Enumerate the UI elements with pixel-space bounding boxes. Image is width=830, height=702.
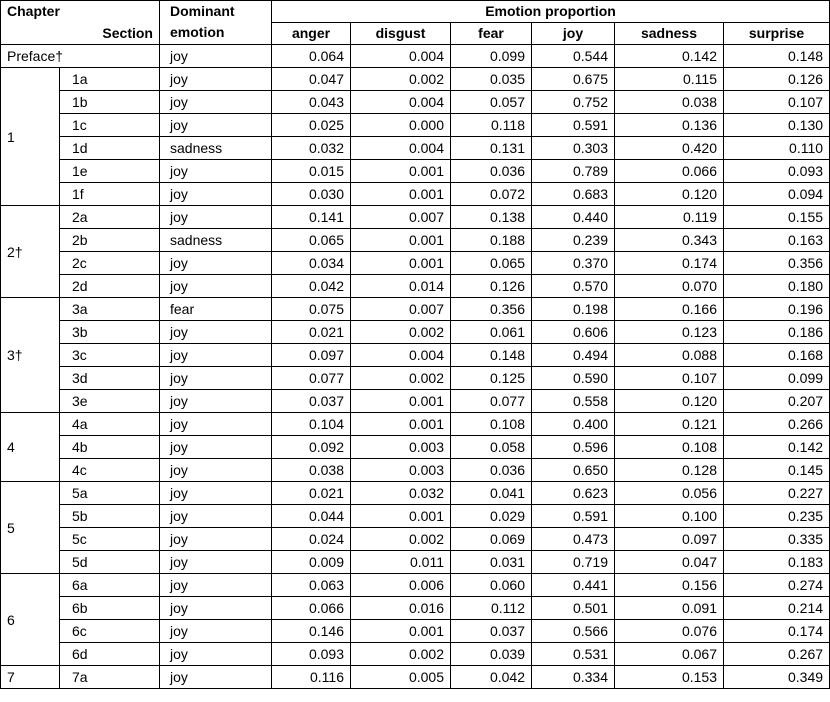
value-anger: 0.021: [272, 482, 351, 505]
dominant-emotion-cell: joy: [160, 275, 272, 298]
value-disgust: 0.001: [351, 160, 451, 183]
chapter-cell: 1: [1, 68, 60, 206]
table-body: [1, 45, 830, 689]
section-cell: 3d: [60, 367, 160, 390]
value-fear: 0.125: [451, 367, 532, 390]
value-anger: 0.075: [272, 298, 351, 321]
value-fear: 0.061: [451, 321, 532, 344]
value-disgust: 0.002: [351, 68, 451, 91]
value-surprise: 0.267: [724, 643, 830, 666]
value-sadness: 0.420: [615, 137, 724, 160]
value-joy: 0.494: [532, 344, 615, 367]
table-row: [1, 298, 830, 321]
value-fear: 0.058: [451, 436, 532, 459]
section-cell: 1f: [60, 183, 160, 206]
section-cell: 5a: [60, 482, 160, 505]
value-sadness: 0.136: [615, 114, 724, 137]
section-cell: 2c: [60, 252, 160, 275]
section-cell: 6b: [60, 597, 160, 620]
value-sadness: 0.142: [615, 45, 724, 68]
value-disgust: 0.002: [351, 528, 451, 551]
value-sadness: 0.066: [615, 160, 724, 183]
value-surprise: 0.094: [724, 183, 830, 206]
value-disgust: 0.001: [351, 183, 451, 206]
table-row: [1, 160, 830, 183]
table-row: [1, 321, 830, 344]
section-cell: 2a: [60, 206, 160, 229]
table-row: [1, 229, 830, 252]
section-cell: 3b: [60, 321, 160, 344]
header-col-fear: fear: [451, 23, 532, 45]
value-surprise: 0.235: [724, 505, 830, 528]
value-surprise: 0.196: [724, 298, 830, 321]
value-disgust: 0.001: [351, 229, 451, 252]
value-sadness: 0.156: [615, 574, 724, 597]
value-disgust: 0.003: [351, 459, 451, 482]
value-surprise: 0.093: [724, 160, 830, 183]
value-sadness: 0.166: [615, 298, 724, 321]
value-sadness: 0.097: [615, 528, 724, 551]
value-sadness: 0.076: [615, 620, 724, 643]
value-disgust: 0.000: [351, 114, 451, 137]
dominant-emotion-cell: joy: [160, 528, 272, 551]
value-anger: 0.097: [272, 344, 351, 367]
value-fear: 0.065: [451, 252, 532, 275]
table-row: [1, 367, 830, 390]
header-dominant-line2: emotion: [170, 24, 225, 40]
value-joy: 0.596: [532, 436, 615, 459]
header-col-anger: anger: [272, 23, 351, 45]
value-anger: 0.066: [272, 597, 351, 620]
value-surprise: 0.207: [724, 390, 830, 413]
section-cell: 2d: [60, 275, 160, 298]
value-anger: 0.037: [272, 390, 351, 413]
value-disgust: 0.001: [351, 620, 451, 643]
value-joy: 0.198: [532, 298, 615, 321]
value-joy: 0.683: [532, 183, 615, 206]
table-row: [1, 459, 830, 482]
value-anger: 0.015: [272, 160, 351, 183]
value-sadness: 0.174: [615, 252, 724, 275]
value-joy: 0.440: [532, 206, 615, 229]
value-fear: 0.356: [451, 298, 532, 321]
value-disgust: 0.005: [351, 666, 451, 689]
dominant-emotion-cell: joy: [160, 505, 272, 528]
value-disgust: 0.001: [351, 390, 451, 413]
header-row-2: [1, 23, 830, 45]
value-sadness: 0.108: [615, 436, 724, 459]
dominant-emotion-cell: joy: [160, 459, 272, 482]
header-col-disgust: disgust: [351, 23, 451, 45]
table-row: [1, 482, 830, 505]
table-row: [1, 183, 830, 206]
value-joy: 0.400: [532, 413, 615, 436]
value-surprise: 0.126: [724, 68, 830, 91]
section-cell: 6a: [60, 574, 160, 597]
section-cell: 1b: [60, 91, 160, 114]
table-row: [1, 206, 830, 229]
dominant-emotion-cell: joy: [160, 206, 272, 229]
value-fear: 0.031: [451, 551, 532, 574]
header-dominant-emotion: [160, 1, 272, 45]
value-sadness: 0.091: [615, 597, 724, 620]
chapter-cell: 7: [1, 666, 60, 689]
value-surprise: 0.180: [724, 275, 830, 298]
dominant-emotion-cell: joy: [160, 551, 272, 574]
section-cell: 5d: [60, 551, 160, 574]
value-disgust: 0.014: [351, 275, 451, 298]
header-col-sadness: sadness: [615, 23, 724, 45]
value-sadness: 0.128: [615, 459, 724, 482]
value-anger: 0.034: [272, 252, 351, 275]
value-joy: 0.558: [532, 390, 615, 413]
section-cell: 4a: [60, 413, 160, 436]
section-cell: 5b: [60, 505, 160, 528]
table-row: [1, 344, 830, 367]
value-sadness: 0.100: [615, 505, 724, 528]
value-surprise: 0.183: [724, 551, 830, 574]
table-row: [1, 597, 830, 620]
value-joy: 0.719: [532, 551, 615, 574]
dominant-emotion-cell: joy: [160, 68, 272, 91]
table-row: [1, 275, 830, 298]
header-col-surprise: surprise: [724, 23, 830, 45]
value-joy: 0.441: [532, 574, 615, 597]
value-anger: 0.093: [272, 643, 351, 666]
value-sadness: 0.120: [615, 390, 724, 413]
value-surprise: 0.356: [724, 252, 830, 275]
value-surprise: 0.335: [724, 528, 830, 551]
value-anger: 0.030: [272, 183, 351, 206]
dominant-emotion-cell: joy: [160, 45, 272, 68]
value-joy: 0.370: [532, 252, 615, 275]
section-cell: 4c: [60, 459, 160, 482]
value-sadness: 0.123: [615, 321, 724, 344]
value-disgust: 0.007: [351, 298, 451, 321]
table-header: [1, 1, 830, 45]
value-fear: 0.099: [451, 45, 532, 68]
section-cell: 7a: [60, 666, 160, 689]
value-disgust: 0.002: [351, 321, 451, 344]
value-fear: 0.039: [451, 643, 532, 666]
value-fear: 0.138: [451, 206, 532, 229]
value-surprise: 0.163: [724, 229, 830, 252]
chapter-cell: 4: [1, 413, 60, 482]
preface-label: Preface†: [1, 45, 160, 68]
value-fear: 0.112: [451, 597, 532, 620]
value-surprise: 0.266: [724, 413, 830, 436]
dominant-emotion-cell: joy: [160, 114, 272, 137]
dominant-emotion-cell: joy: [160, 643, 272, 666]
value-fear: 0.072: [451, 183, 532, 206]
value-disgust: 0.011: [351, 551, 451, 574]
value-fear: 0.126: [451, 275, 532, 298]
value-joy: 0.675: [532, 68, 615, 91]
value-sadness: 0.343: [615, 229, 724, 252]
value-anger: 0.104: [272, 413, 351, 436]
value-fear: 0.042: [451, 666, 532, 689]
value-anger: 0.092: [272, 436, 351, 459]
value-joy: 0.566: [532, 620, 615, 643]
dominant-emotion-cell: joy: [160, 482, 272, 505]
dominant-emotion-cell: joy: [160, 252, 272, 275]
table-row: [1, 574, 830, 597]
value-anger: 0.038: [272, 459, 351, 482]
section-cell: 3c: [60, 344, 160, 367]
value-anger: 0.032: [272, 137, 351, 160]
table-row: [1, 114, 830, 137]
table-row: [1, 252, 830, 275]
section-cell: 2b: [60, 229, 160, 252]
value-sadness: 0.153: [615, 666, 724, 689]
header-section: Section: [1, 23, 160, 45]
section-cell: 3a: [60, 298, 160, 321]
value-sadness: 0.070: [615, 275, 724, 298]
value-sadness: 0.038: [615, 91, 724, 114]
dominant-emotion-cell: sadness: [160, 137, 272, 160]
chapter-cell: 2†: [1, 206, 60, 298]
value-joy: 0.606: [532, 321, 615, 344]
table-row: [1, 68, 830, 91]
value-sadness: 0.119: [615, 206, 724, 229]
value-fear: 0.035: [451, 68, 532, 91]
table-row: [1, 528, 830, 551]
value-anger: 0.042: [272, 275, 351, 298]
value-disgust: 0.002: [351, 643, 451, 666]
value-sadness: 0.056: [615, 482, 724, 505]
header-chapter: Chapter: [1, 1, 160, 23]
table-row: [1, 505, 830, 528]
value-anger: 0.047: [272, 68, 351, 91]
section-cell: 4b: [60, 436, 160, 459]
value-joy: 0.752: [532, 91, 615, 114]
value-surprise: 0.142: [724, 436, 830, 459]
value-fear: 0.057: [451, 91, 532, 114]
value-anger: 0.146: [272, 620, 351, 643]
value-joy: 0.591: [532, 114, 615, 137]
header-col-joy: joy: [532, 23, 615, 45]
value-disgust: 0.001: [351, 252, 451, 275]
value-fear: 0.108: [451, 413, 532, 436]
value-anger: 0.025: [272, 114, 351, 137]
value-surprise: 0.099: [724, 367, 830, 390]
header-emotion-proportion: Emotion proportion: [272, 1, 830, 23]
value-sadness: 0.088: [615, 344, 724, 367]
value-anger: 0.141: [272, 206, 351, 229]
dominant-emotion-cell: joy: [160, 666, 272, 689]
chapter-cell: 6: [1, 574, 60, 666]
value-anger: 0.077: [272, 367, 351, 390]
value-sadness: 0.121: [615, 413, 724, 436]
value-anger: 0.044: [272, 505, 351, 528]
dominant-emotion-cell: joy: [160, 321, 272, 344]
value-disgust: 0.001: [351, 505, 451, 528]
value-joy: 0.239: [532, 229, 615, 252]
value-joy: 0.591: [532, 505, 615, 528]
table-row: [1, 620, 830, 643]
table-row: [1, 643, 830, 666]
header-dominant-line1: Dominant: [170, 3, 235, 19]
chapter-cell: 5: [1, 482, 60, 574]
value-joy: 0.623: [532, 482, 615, 505]
value-joy: 0.531: [532, 643, 615, 666]
dominant-emotion-cell: joy: [160, 574, 272, 597]
section-cell: 5c: [60, 528, 160, 551]
dominant-emotion-cell: joy: [160, 413, 272, 436]
table-row: [1, 91, 830, 114]
value-surprise: 0.148: [724, 45, 830, 68]
value-anger: 0.065: [272, 229, 351, 252]
value-surprise: 0.186: [724, 321, 830, 344]
value-surprise: 0.155: [724, 206, 830, 229]
value-disgust: 0.004: [351, 137, 451, 160]
value-fear: 0.069: [451, 528, 532, 551]
value-fear: 0.118: [451, 114, 532, 137]
dominant-emotion-cell: joy: [160, 91, 272, 114]
value-surprise: 0.227: [724, 482, 830, 505]
value-joy: 0.473: [532, 528, 615, 551]
value-disgust: 0.006: [351, 574, 451, 597]
value-fear: 0.077: [451, 390, 532, 413]
dominant-emotion-cell: joy: [160, 160, 272, 183]
dominant-emotion-cell: joy: [160, 390, 272, 413]
value-disgust: 0.004: [351, 344, 451, 367]
value-disgust: 0.016: [351, 597, 451, 620]
dominant-emotion-cell: joy: [160, 183, 272, 206]
value-surprise: 0.110: [724, 137, 830, 160]
section-cell: 3e: [60, 390, 160, 413]
value-fear: 0.041: [451, 482, 532, 505]
value-fear: 0.036: [451, 160, 532, 183]
value-fear: 0.060: [451, 574, 532, 597]
value-fear: 0.036: [451, 459, 532, 482]
dominant-emotion-cell: fear: [160, 298, 272, 321]
value-joy: 0.590: [532, 367, 615, 390]
section-cell: 1a: [60, 68, 160, 91]
section-cell: 1c: [60, 114, 160, 137]
value-disgust: 0.032: [351, 482, 451, 505]
value-disgust: 0.004: [351, 45, 451, 68]
value-joy: 0.570: [532, 275, 615, 298]
value-surprise: 0.174: [724, 620, 830, 643]
value-fear: 0.131: [451, 137, 532, 160]
value-anger: 0.063: [272, 574, 351, 597]
dominant-emotion-cell: sadness: [160, 229, 272, 252]
table-row: [1, 436, 830, 459]
section-cell: 6d: [60, 643, 160, 666]
section-cell: 6c: [60, 620, 160, 643]
value-surprise: 0.274: [724, 574, 830, 597]
section-cell: 1d: [60, 137, 160, 160]
value-anger: 0.043: [272, 91, 351, 114]
value-joy: 0.334: [532, 666, 615, 689]
value-surprise: 0.168: [724, 344, 830, 367]
value-disgust: 0.007: [351, 206, 451, 229]
value-joy: 0.303: [532, 137, 615, 160]
dominant-emotion-cell: joy: [160, 344, 272, 367]
value-sadness: 0.067: [615, 643, 724, 666]
value-surprise: 0.130: [724, 114, 830, 137]
value-fear: 0.029: [451, 505, 532, 528]
dominant-emotion-cell: joy: [160, 367, 272, 390]
table-row-preface: [1, 45, 830, 68]
value-fear: 0.148: [451, 344, 532, 367]
value-anger: 0.009: [272, 551, 351, 574]
dominant-emotion-cell: joy: [160, 436, 272, 459]
value-disgust: 0.003: [351, 436, 451, 459]
value-sadness: 0.120: [615, 183, 724, 206]
table-row: [1, 390, 830, 413]
chapter-cell: 3†: [1, 298, 60, 413]
value-joy: 0.789: [532, 160, 615, 183]
value-anger: 0.021: [272, 321, 351, 344]
value-disgust: 0.001: [351, 413, 451, 436]
value-anger: 0.116: [272, 666, 351, 689]
header-row-1: [1, 1, 830, 23]
value-surprise: 0.107: [724, 91, 830, 114]
value-fear: 0.188: [451, 229, 532, 252]
value-sadness: 0.107: [615, 367, 724, 390]
value-disgust: 0.002: [351, 367, 451, 390]
dominant-emotion-cell: joy: [160, 620, 272, 643]
value-anger: 0.064: [272, 45, 351, 68]
value-disgust: 0.004: [351, 91, 451, 114]
value-surprise: 0.145: [724, 459, 830, 482]
section-cell: 1e: [60, 160, 160, 183]
value-surprise: 0.214: [724, 597, 830, 620]
value-joy: 0.544: [532, 45, 615, 68]
table-row: [1, 413, 830, 436]
value-surprise: 0.349: [724, 666, 830, 689]
value-sadness: 0.047: [615, 551, 724, 574]
value-anger: 0.024: [272, 528, 351, 551]
table-row: [1, 666, 830, 689]
table-row: [1, 137, 830, 160]
dominant-emotion-cell: joy: [160, 597, 272, 620]
value-joy: 0.501: [532, 597, 615, 620]
value-fear: 0.037: [451, 620, 532, 643]
value-sadness: 0.115: [615, 68, 724, 91]
value-joy: 0.650: [532, 459, 615, 482]
table-row: [1, 551, 830, 574]
